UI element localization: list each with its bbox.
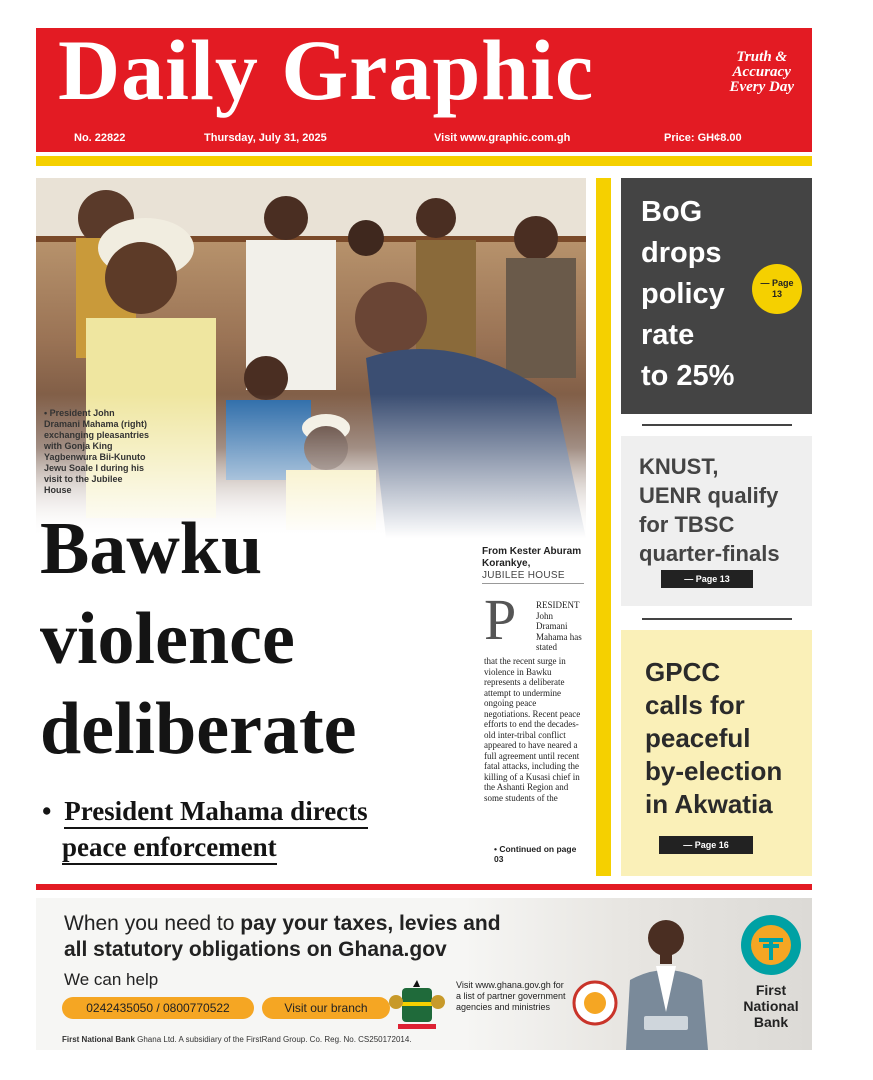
title-line: GPCC <box>645 657 721 687</box>
fnb-logo-icon <box>740 914 802 976</box>
page-badge-number: 13 <box>771 289 782 299</box>
title-line: peaceful <box>645 723 751 753</box>
bank-name-line: Bank <box>753 1014 789 1030</box>
page-tag[interactable]: — Page 13 <box>661 570 753 588</box>
tagline <box>729 50 794 95</box>
sidebar-story-bog[interactable] <box>621 178 812 414</box>
story-title <box>639 452 780 568</box>
bank-name <box>736 982 806 1030</box>
red-divider <box>36 884 812 890</box>
issue-date: Thursday, July 31, 2025 <box>204 132 327 144</box>
tagline-line: Truth & <box>736 49 788 65</box>
byline-rule <box>482 583 584 584</box>
sidebar-rule <box>642 618 792 620</box>
ad-footer-bold: First National Bank <box>62 1035 135 1044</box>
gold-divider <box>36 156 812 166</box>
headline-line: violence <box>40 598 295 680</box>
subhead-bullet: • <box>42 796 52 826</box>
visit-branch-button[interactable]: Visit our branch <box>262 997 390 1019</box>
sidebar-story-knust[interactable] <box>621 436 812 606</box>
ad-help-text: We can help <box>64 970 159 989</box>
byline-name: From Kester Aburam Korankye, <box>482 546 582 569</box>
article-body: that the recent surge in violence in Bawku represents a deliberate attempt to undermine ongoing peace negotiations. Recent peace efforts to end the decades-old inter-tribal conflict appeared to have neared a full agreement until recent fatal attacks, including the killing of a Kusasi chief in the Ashanti Region and some students of the <box>484 656 581 803</box>
title-line: rate <box>641 319 695 351</box>
masthead <box>36 22 812 152</box>
ad-line-1-bold: pay your taxes, levies and <box>240 912 501 935</box>
phone-button[interactable]: 0242435050 / 0800770522 <box>62 997 254 1019</box>
website-link[interactable]: Visit www.graphic.com.gh <box>434 132 571 144</box>
title-line: by-election <box>645 756 783 786</box>
ad-footer <box>62 1035 412 1044</box>
title-line: in Akwatia <box>645 789 773 819</box>
photo-caption: • President John Dramani Mahama (right) exchanging pleasantries with Gonja King Yagbenwura Bii-Kunuto Jewu Soale I during his visit to the Jubilee House <box>44 408 150 495</box>
ad-line-1-plain: When you need to <box>64 912 241 935</box>
continued-link[interactable]: • Continued on page 03 <box>494 844 577 864</box>
title-line: UENR qualify <box>639 483 779 508</box>
ad-visit-text: Visit www.ghana.gov.gh for a list of partner government agencies and ministries <box>456 980 566 1012</box>
businessman-illustration <box>608 912 718 1050</box>
subhead-text: peace enforcement <box>62 832 277 865</box>
tagline-line: Every Day <box>729 79 794 95</box>
bank-name-line: National <box>743 998 799 1014</box>
headline-line: deliberate <box>40 688 357 770</box>
article-body-intro: RESIDENT John Dramani Mahama has stated <box>536 600 582 652</box>
title-line: drops <box>641 237 722 269</box>
sidebar-story-gpcc[interactable] <box>621 630 812 876</box>
issue-number: No. 22822 <box>74 132 126 144</box>
page-badge-label: — Page <box>760 278 794 288</box>
page-tag[interactable]: — Page 16 <box>659 836 753 854</box>
title-line: policy <box>641 278 725 310</box>
drop-cap: P <box>484 587 517 652</box>
story-title <box>641 192 734 397</box>
subhead-text: President Mahama directs <box>64 796 367 829</box>
tagline-line: Accuracy <box>732 64 791 80</box>
ad-footer-text: Ghana Ltd. A subsidiary of the FirstRand Group. Co. Reg. No. CS250172014. <box>134 1035 412 1044</box>
subhead-line-1 <box>42 796 368 827</box>
ad-line-2: all statutory obligations on Ghana.gov <box>64 938 447 961</box>
price: Price: GH¢8.00 <box>664 132 742 144</box>
newspaper-title: Daily Graphic <box>58 22 595 118</box>
title-line: BoG <box>641 196 703 228</box>
title-line: quarter-finals <box>639 541 780 566</box>
byline-place: JUBILEE HOUSE <box>482 570 565 581</box>
page-badge[interactable] <box>752 264 802 314</box>
title-line: KNUST, <box>639 454 719 479</box>
title-line: for TBSC <box>639 512 735 537</box>
bank-name-line: First <box>755 982 787 998</box>
subhead-line-2 <box>62 832 277 863</box>
sidebar-rule <box>642 424 792 426</box>
ghana-coat-of-arms-icon <box>388 978 446 1034</box>
story-title <box>645 656 782 821</box>
title-line: to 25% <box>641 360 735 392</box>
ad-line-1 <box>64 912 501 936</box>
title-line: calls for <box>645 690 745 720</box>
lead-headline <box>40 504 480 774</box>
headline-line: Bawku <box>40 508 263 590</box>
column-separator <box>596 178 611 876</box>
bank-advertisement[interactable] <box>36 898 812 1050</box>
